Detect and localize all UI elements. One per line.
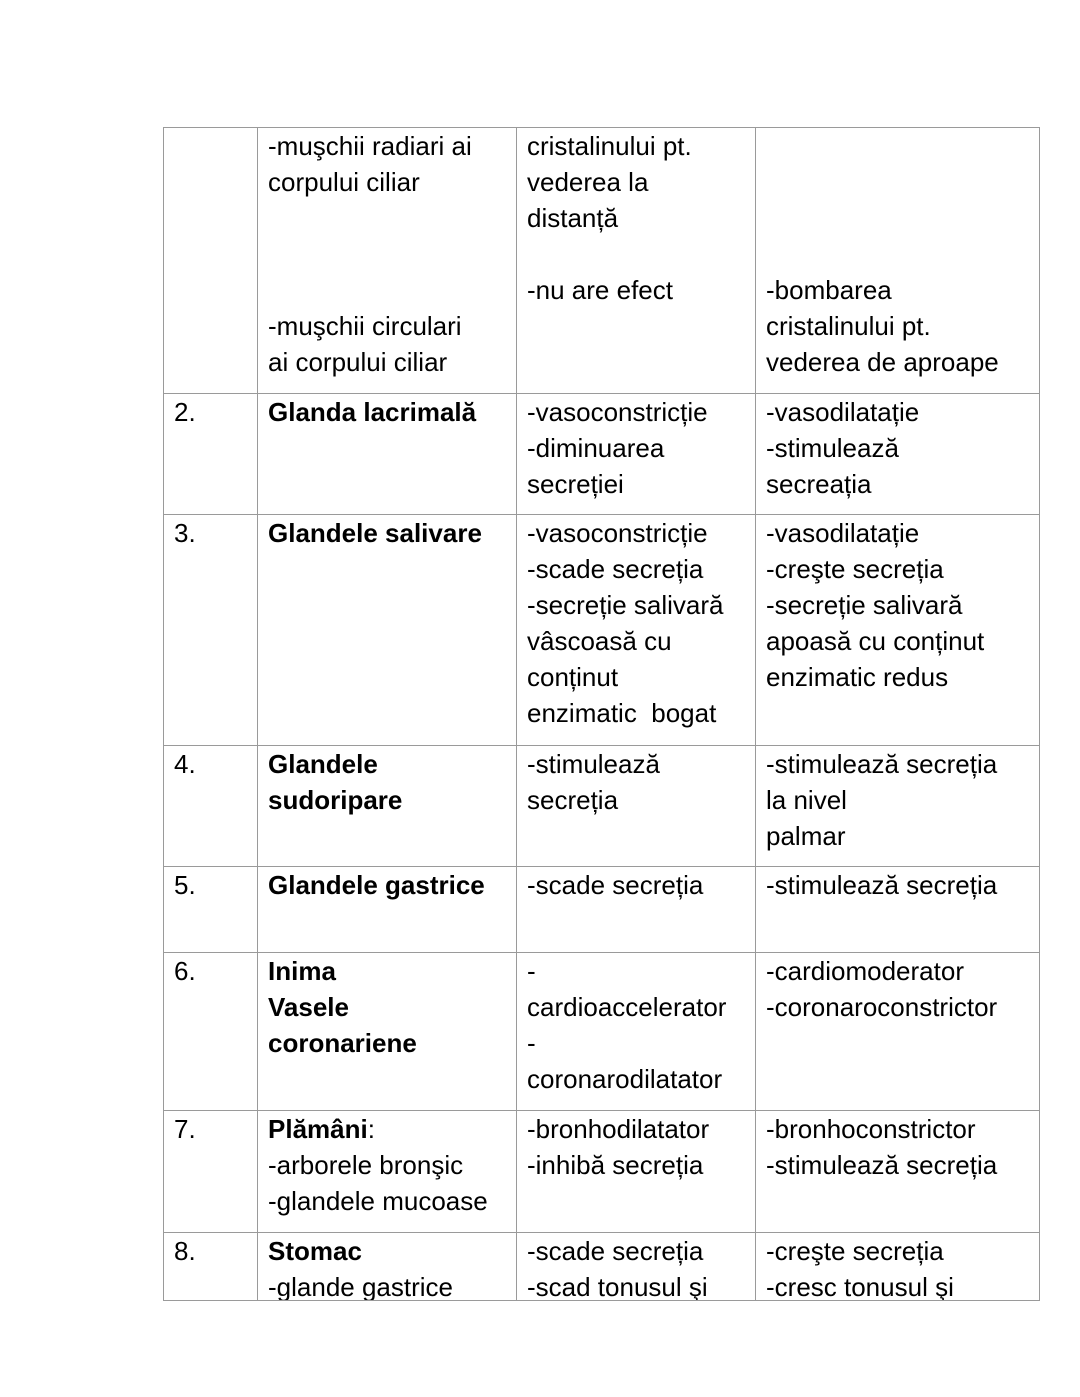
organ-cell bbox=[258, 394, 517, 515]
organ-detail: -glande gastrice bbox=[268, 1272, 453, 1300]
row-number-cell bbox=[164, 1111, 258, 1233]
parasympathetic-effect-cell bbox=[756, 746, 1040, 867]
physiology-table bbox=[163, 127, 1040, 1301]
sympathetic-effect-line: -scade secreția bbox=[527, 1236, 704, 1266]
sympathetic-effect-cell bbox=[517, 746, 756, 867]
sympathetic-effect-cell bbox=[517, 1111, 756, 1233]
sympathetic-effect-line: -stimulează bbox=[527, 749, 660, 779]
row-number: 8. bbox=[174, 1236, 196, 1266]
organ-line bbox=[268, 746, 516, 782]
organ-name: sudoripare bbox=[268, 785, 403, 815]
sympathetic-effect-line: -vasoconstricție bbox=[527, 518, 708, 548]
table-row bbox=[164, 1111, 1040, 1233]
parasympathetic-effect-line: -stimulează secreția bbox=[766, 870, 998, 900]
parasympathetic-effect-line: secreația bbox=[766, 469, 872, 499]
organ-line bbox=[268, 344, 516, 380]
organ-detail: -glandele mucoase bbox=[268, 1186, 488, 1216]
sympathetic-effect-line: coronarodilatator bbox=[527, 1064, 723, 1094]
parasympathetic-effect-line: -vasodilatație bbox=[766, 397, 920, 427]
organ-line bbox=[268, 515, 516, 551]
sympathetic-effect-cell bbox=[517, 128, 756, 394]
organ-cell bbox=[258, 515, 517, 746]
sympathetic-effect-line: -scade secreția bbox=[527, 554, 704, 584]
sympathetic-effect-cell bbox=[517, 953, 756, 1111]
sympathetic-effect-line: cristalinului pt. bbox=[527, 131, 692, 161]
parasympathetic-effect-cell bbox=[756, 1111, 1040, 1233]
organ-detail: ai corpului ciliar bbox=[268, 347, 448, 377]
parasympathetic-effect-line: -bombarea bbox=[766, 275, 892, 305]
parasympathetic-effect-line: vederea de aproape bbox=[766, 347, 999, 377]
organ-line bbox=[268, 128, 516, 164]
sympathetic-effect-cell bbox=[517, 867, 756, 953]
sympathetic-effect-line: -nu are efect bbox=[527, 275, 673, 305]
organ-detail: -arborele bronşic bbox=[268, 1150, 464, 1180]
organ-name: Stomac bbox=[268, 1236, 362, 1266]
organ-line bbox=[268, 782, 516, 818]
organ-line bbox=[268, 272, 516, 308]
sympathetic-effect-cell bbox=[517, 1233, 756, 1301]
parasympathetic-effect-line: -stimulează secreția bbox=[766, 1150, 998, 1180]
sympathetic-effect-line: enzimatic bogat bbox=[527, 698, 717, 728]
organ-name: coronariene bbox=[268, 1028, 417, 1058]
row-number-cell bbox=[164, 394, 258, 515]
sympathetic-effect-cell bbox=[517, 515, 756, 746]
parasympathetic-effect-line: cristalinului pt. bbox=[766, 311, 931, 341]
table-row bbox=[164, 394, 1040, 515]
parasympathetic-effect-line: enzimatic redus bbox=[766, 662, 949, 692]
parasympathetic-effect-line: -secreție salivară bbox=[766, 590, 963, 620]
parasympathetic-effect-line: -bronhoconstrictor bbox=[766, 1114, 976, 1144]
row-number-cell bbox=[164, 867, 258, 953]
organ-line bbox=[268, 164, 516, 200]
row-number-cell bbox=[164, 1233, 258, 1301]
organ-name: Glandele gastrice bbox=[268, 870, 485, 900]
row-number-cell bbox=[164, 746, 258, 867]
parasympathetic-effect-cell bbox=[756, 1233, 1040, 1301]
parasympathetic-effect-cell bbox=[756, 394, 1040, 515]
organ-line bbox=[268, 394, 516, 430]
sympathetic-effect-line: cardioaccelerator bbox=[527, 992, 727, 1022]
row-number-cell bbox=[164, 515, 258, 746]
parasympathetic-effect-line bbox=[766, 200, 1039, 236]
sympathetic-effect-line: secreției bbox=[527, 469, 624, 499]
sympathetic-effect-line: -vasoconstricție bbox=[527, 397, 708, 427]
sympathetic-effect-line: - bbox=[527, 956, 536, 986]
organ-name: Inima bbox=[268, 956, 336, 986]
parasympathetic-effect-line bbox=[766, 128, 1039, 164]
parasympathetic-effect-line: la nivel bbox=[766, 785, 847, 815]
organ-name: Vasele bbox=[268, 992, 349, 1022]
row-number: 4. bbox=[174, 749, 196, 779]
parasympathetic-effect-line bbox=[766, 236, 1039, 272]
organ-cell bbox=[258, 867, 517, 953]
row-number: 6. bbox=[174, 956, 196, 986]
row-number: 2. bbox=[174, 397, 196, 427]
table-row bbox=[164, 515, 1040, 746]
parasympathetic-effect-cell bbox=[756, 953, 1040, 1111]
sympathetic-effect-line: distanță bbox=[527, 203, 619, 233]
parasympathetic-effect-cell bbox=[756, 515, 1040, 746]
organ-line bbox=[268, 867, 516, 903]
parasympathetic-effect-cell bbox=[756, 867, 1040, 953]
organ-detail: corpului ciliar bbox=[268, 167, 420, 197]
organ-cell bbox=[258, 746, 517, 867]
table-row bbox=[164, 953, 1040, 1111]
parasympathetic-effect-line: -creşte secreția bbox=[766, 1236, 944, 1266]
organ-line bbox=[268, 1233, 516, 1269]
parasympathetic-effect-line: apoasă cu conținut bbox=[766, 626, 985, 656]
sympathetic-effect-line: conținut bbox=[527, 662, 619, 692]
organ-cell bbox=[258, 128, 517, 394]
table-row bbox=[164, 746, 1040, 867]
sympathetic-effect-line: -scade secreția bbox=[527, 870, 704, 900]
parasympathetic-effect-line: -cardiomoderator bbox=[766, 956, 964, 986]
organ-cell bbox=[258, 1111, 517, 1233]
organ-line bbox=[268, 200, 516, 236]
row-number: 3. bbox=[174, 518, 196, 548]
organ-name: Plămâni bbox=[268, 1114, 368, 1144]
parasympathetic-effect-cell bbox=[756, 128, 1040, 394]
parasympathetic-effect-line: -stimulează secreția bbox=[766, 749, 998, 779]
row-number-cell bbox=[164, 128, 258, 394]
parasympathetic-effect-line: -stimulează bbox=[766, 433, 899, 463]
sympathetic-effect-line: -scad tonusul şi bbox=[527, 1272, 708, 1300]
sympathetic-effect-line: -inhibă secreția bbox=[527, 1150, 704, 1180]
table-row bbox=[164, 128, 1040, 394]
sympathetic-effect-line: vederea la bbox=[527, 167, 649, 197]
parasympathetic-effect-line bbox=[766, 164, 1039, 200]
organ-name: Glandele bbox=[268, 749, 378, 779]
organ-line bbox=[268, 1269, 516, 1300]
parasympathetic-effect-line: -creşte secreția bbox=[766, 554, 944, 584]
sympathetic-effect-line: vâscoasă cu bbox=[527, 626, 672, 656]
row-number: 5. bbox=[174, 870, 196, 900]
organ-line bbox=[268, 308, 516, 344]
sympathetic-effect-line: -secreție salivară bbox=[527, 590, 724, 620]
parasympathetic-effect-line: -cresc tonusul şi bbox=[766, 1272, 954, 1300]
organ-detail: -muşchii circulari bbox=[268, 311, 462, 341]
sympathetic-effect-line: - bbox=[527, 1028, 536, 1058]
sympathetic-effect-cell bbox=[517, 394, 756, 515]
parasympathetic-effect-line: -coronaroconstrictor bbox=[766, 992, 998, 1022]
table-body bbox=[164, 128, 1040, 1301]
organ-detail: : bbox=[367, 1114, 375, 1144]
sympathetic-effect-line: secreția bbox=[527, 785, 619, 815]
sympathetic-effect-line: -bronhodilatator bbox=[527, 1114, 710, 1144]
organ-line bbox=[268, 1025, 516, 1061]
parasympathetic-effect-line: palmar bbox=[766, 821, 846, 851]
organ-detail: -muşchii radiari ai bbox=[268, 131, 472, 161]
organ-line bbox=[268, 236, 516, 272]
table-row bbox=[164, 867, 1040, 953]
sympathetic-effect-line bbox=[527, 236, 755, 272]
organ-line bbox=[268, 953, 516, 989]
table-row bbox=[164, 1233, 1040, 1301]
organ-cell bbox=[258, 953, 517, 1111]
organ-line bbox=[268, 1183, 516, 1219]
parasympathetic-effect-line: -vasodilatație bbox=[766, 518, 920, 548]
organ-name: Glandele salivare bbox=[268, 518, 482, 548]
row-number: 7. bbox=[174, 1114, 196, 1144]
organ-line bbox=[268, 1111, 516, 1147]
organ-cell bbox=[258, 1233, 517, 1301]
organ-line bbox=[268, 989, 516, 1025]
row-number-cell bbox=[164, 953, 258, 1111]
sympathetic-effect-line: -diminuarea bbox=[527, 433, 665, 463]
organ-name: Glanda lacrimală bbox=[268, 397, 477, 427]
organ-line bbox=[268, 1147, 516, 1183]
